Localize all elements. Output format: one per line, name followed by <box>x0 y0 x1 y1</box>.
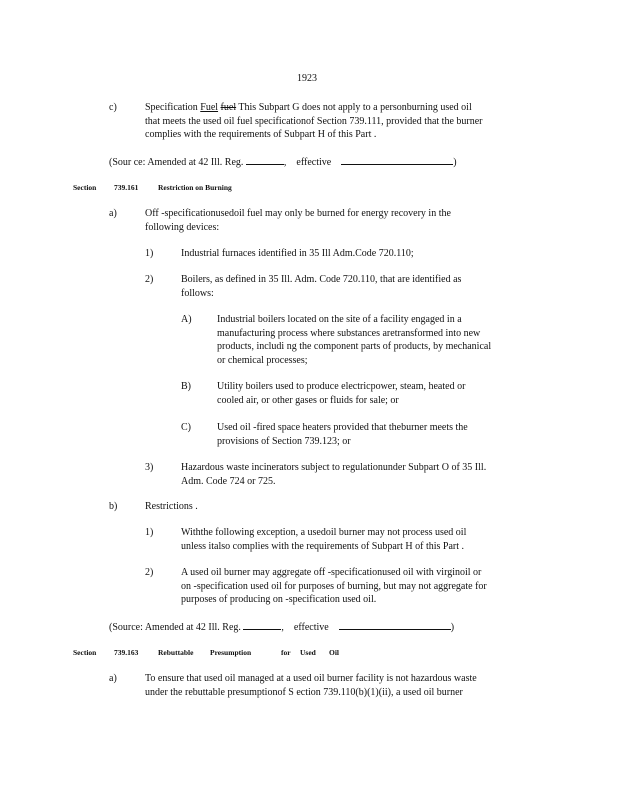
item-c-label: c) <box>109 102 117 113</box>
item-a1-text: Industrial furnaces identified in 35 Ill Adm.Code 720.110; <box>181 248 414 259</box>
item-a-label: a) <box>109 208 117 219</box>
section-title-part: Presumption <box>210 648 252 657</box>
reg-blank <box>246 155 284 165</box>
page-number: 1923 <box>297 73 317 84</box>
section-word: Section <box>73 648 97 657</box>
item-a2C-text: Used oil -fired space heaters provided that theburner meets the provisions of Section 739.123; or <box>217 422 468 447</box>
reg-blank <box>243 620 281 630</box>
item-a-text: To ensure that used oil managed at a used oil burner facility is not hazardous waste under the rebuttable presumptionof S ection 739.110(b)(1)(ii), a used oil burner <box>145 673 477 698</box>
effective-blank <box>339 620 451 630</box>
item-a3-text: Hazardous waste incinerators subject to regulationunder Subpart O of 35 Ill. Adm. Code 724 or 725. <box>181 462 487 487</box>
section-number: 739.163 <box>114 648 139 657</box>
section-title: Restriction on Burning <box>158 183 232 192</box>
inserted-word: Fuel <box>200 102 219 113</box>
item-b1-text: Withthe following exception, a usedoil burner may not process used oil unless italso complies with the requirements of Subpart H of this Part . <box>181 527 467 552</box>
item-b-label: b) <box>109 501 118 512</box>
item-a-label: a) <box>109 673 117 684</box>
item-c-line1: Specification Fuel fuel This Subpart G does not apply to a personburning used oil <box>145 102 472 113</box>
source-note-1: (Sour ce: Amended at 42 Ill. Reg. , effective ) <box>109 157 457 168</box>
section-title-part: Oil <box>329 648 340 657</box>
item-c-text <box>145 101 483 142</box>
item-b-text: Restrictions . <box>145 501 198 512</box>
source-note-2: (Source: Amended at 42 Ill. Reg. , effective ) <box>109 622 455 633</box>
item-a2C-label: C) <box>181 422 191 433</box>
item-a2B-text: Utility boilers used to produce electricpower, steam, heated or cooled air, or other gases or fluids for sale; or <box>217 381 466 406</box>
section-number: 739.161 <box>114 183 139 192</box>
item-a2-text: Boilers, as defined in 35 Ill. Adm. Code 720.110, that are identified as follows: <box>181 274 462 299</box>
item-a2A-label: A) <box>181 314 192 325</box>
deleted-word: fuel <box>220 102 237 113</box>
section-word: Section <box>73 183 97 192</box>
section-title-part: for <box>281 648 291 657</box>
item-c-line3: complies with the requirements of Subpart H of this Part . <box>145 129 377 140</box>
section-title-part: Used <box>300 648 316 657</box>
section-title-part: Rebuttable <box>158 648 194 657</box>
item-c-line2: that meets the used oil fuel specificationof Section 739.111, provided that the burner <box>145 115 483 127</box>
item-a2A-text: Industrial boilers located on the site of a facility engaged in a manufacturing process where substances aretransformed into new products, includi ng the component parts of products, by mechanical or chemical processes; <box>217 314 492 366</box>
item-a3-label: 3) <box>145 462 154 473</box>
item-b1-label: 1) <box>145 527 154 538</box>
item-a2-label: 2) <box>145 274 154 285</box>
item-b2-text: A used oil burner may aggregate off -specificationused oil with virginoil or on -specification used oil for purposes of burning, but may not aggregate for purposes of producing on -specification used oil. <box>181 567 487 605</box>
item-a1-label: 1) <box>145 248 154 259</box>
item-a-text: Off -specificationusedoil fuel may only be burned for energy recovery in the following devices: <box>145 208 451 233</box>
effective-blank <box>341 155 453 165</box>
item-a2B-label: B) <box>181 381 191 392</box>
item-b2-label: 2) <box>145 567 154 578</box>
